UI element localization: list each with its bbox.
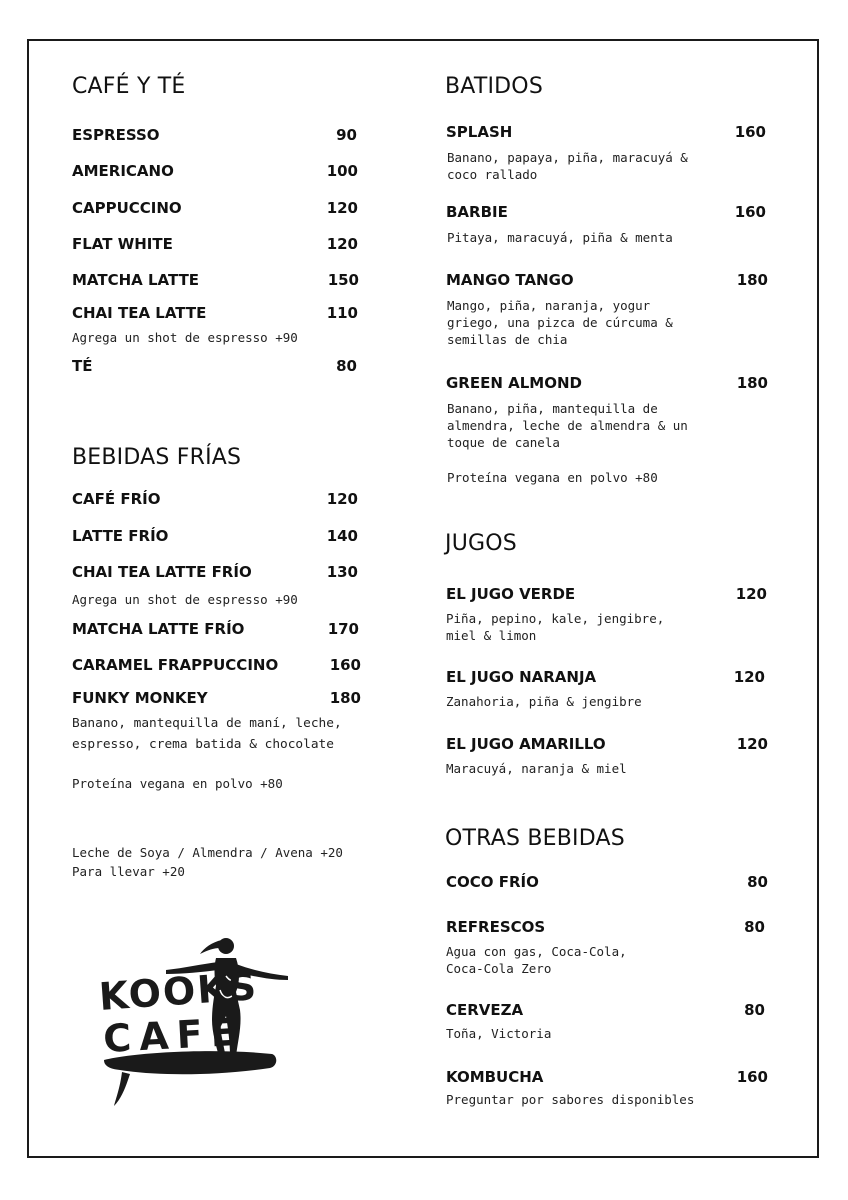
item-price: 150: [327, 271, 359, 289]
section-title-cafe-te: CAFÉ Y TÉ: [72, 74, 186, 99]
item-price: 120: [326, 490, 358, 508]
section-title-bebidas-frias: BEBIDAS FRÍAS: [72, 445, 242, 470]
item-price: 180: [736, 271, 768, 289]
item-price: 90: [336, 126, 357, 144]
item-name: AMERICANO: [72, 162, 174, 180]
item-price: 80: [744, 918, 765, 936]
item-price: 170: [327, 620, 359, 638]
item-name: COCO FRÍO: [446, 873, 539, 891]
item-price: 120: [326, 235, 358, 253]
item-description: Piña, pepino, kale, jengibre, miel & limon: [446, 611, 665, 643]
item-name: EL JUGO AMARILLO: [446, 735, 606, 753]
item-name: TÉ: [72, 357, 93, 375]
item-price: 100: [326, 162, 358, 180]
item-description: Mango, piña, naranja, yogur griego, una pizca de cúrcuma & semillas de chia: [447, 298, 673, 347]
logo-line2: CAFE: [102, 1009, 246, 1061]
item-price: 80: [336, 357, 357, 375]
item-name: EL JUGO NARANJA: [446, 668, 597, 686]
item-description: Toña, Victoria: [446, 1026, 552, 1041]
item-price: 120: [326, 199, 358, 217]
item-name: BARBIE: [446, 203, 508, 221]
item-name: CAPPUCCINO: [72, 199, 182, 217]
item-description: Banano, piña, mantequilla de almendra, leche de almendra & un toque de canela: [447, 401, 688, 450]
item-description: Agua con gas, Coca-Cola, Coca-Cola Zero: [446, 944, 627, 976]
item-name: SPLASH: [446, 123, 513, 141]
section-title-batidos: BATIDOS: [445, 74, 543, 99]
item-price: 160: [736, 1068, 768, 1086]
item-description: Maracuyá, naranja & miel: [446, 761, 627, 776]
item-name: REFRESCOS: [446, 918, 546, 936]
item-price: 180: [329, 689, 361, 707]
item-name: MATCHA LATTE FRÍO: [72, 620, 245, 638]
item-extra: Proteína vegana en polvo +80: [447, 470, 658, 485]
item-price: 80: [744, 1001, 765, 1019]
item-price: 110: [326, 304, 358, 322]
item-description: Preguntar por sabores disponibles: [446, 1092, 695, 1107]
item-price: 80: [747, 873, 768, 891]
item-note: Agrega un shot de espresso +90: [72, 330, 298, 345]
item-price: 120: [736, 735, 768, 753]
kooks-cafe-logo: [96, 930, 296, 1110]
item-name: CHAI TEA LATTE: [72, 304, 207, 322]
item-name: CERVEZA: [446, 1001, 524, 1019]
item-price: 120: [733, 668, 765, 686]
item-name: LATTE FRÍO: [72, 527, 169, 545]
item-description: Zanahoria, piña & jengibre: [446, 694, 642, 709]
section-title-otras-bebidas: OTRAS BEBIDAS: [445, 826, 625, 851]
item-price: 180: [736, 374, 768, 392]
item-name: CARAMEL FRAPPUCCINO: [72, 656, 279, 674]
item-name: EL JUGO VERDE: [446, 585, 576, 603]
item-name: ESPRESSO: [72, 126, 160, 144]
item-price: 140: [326, 527, 358, 545]
item-name: FUNKY MONKEY: [72, 689, 208, 707]
item-price: 160: [329, 656, 361, 674]
item-price: 130: [326, 563, 358, 581]
item-description: Banano, papaya, piña, maracuyá & coco rallado: [447, 150, 688, 182]
item-price: 160: [734, 123, 766, 141]
item-name: MATCHA LATTE: [72, 271, 200, 289]
item-extra: Proteína vegana en polvo +80: [72, 776, 283, 791]
item-name: KOMBUCHA: [446, 1068, 544, 1086]
item-name: FLAT WHITE: [72, 235, 173, 253]
item-name: GREEN ALMOND: [446, 374, 582, 392]
item-name: MANGO TANGO: [446, 271, 574, 289]
item-price: 160: [734, 203, 766, 221]
menu-footer-note: Leche de Soya / Almendra / Avena +20 Para llevar +20: [72, 845, 343, 879]
item-description: Banano, mantequilla de maní, leche, espresso, crema batida & chocolate: [72, 716, 342, 752]
item-price: 120: [735, 585, 767, 603]
item-name: CAFÉ FRÍO: [72, 490, 161, 508]
logo-line1: KOOKS: [97, 963, 260, 1019]
item-note: Agrega un shot de espresso +90: [72, 592, 298, 607]
section-title-jugos: JUGOS: [445, 531, 517, 556]
item-name: CHAI TEA LATTE FRÍO: [72, 563, 252, 581]
item-description: Pitaya, maracuyá, piña & menta: [447, 230, 673, 245]
